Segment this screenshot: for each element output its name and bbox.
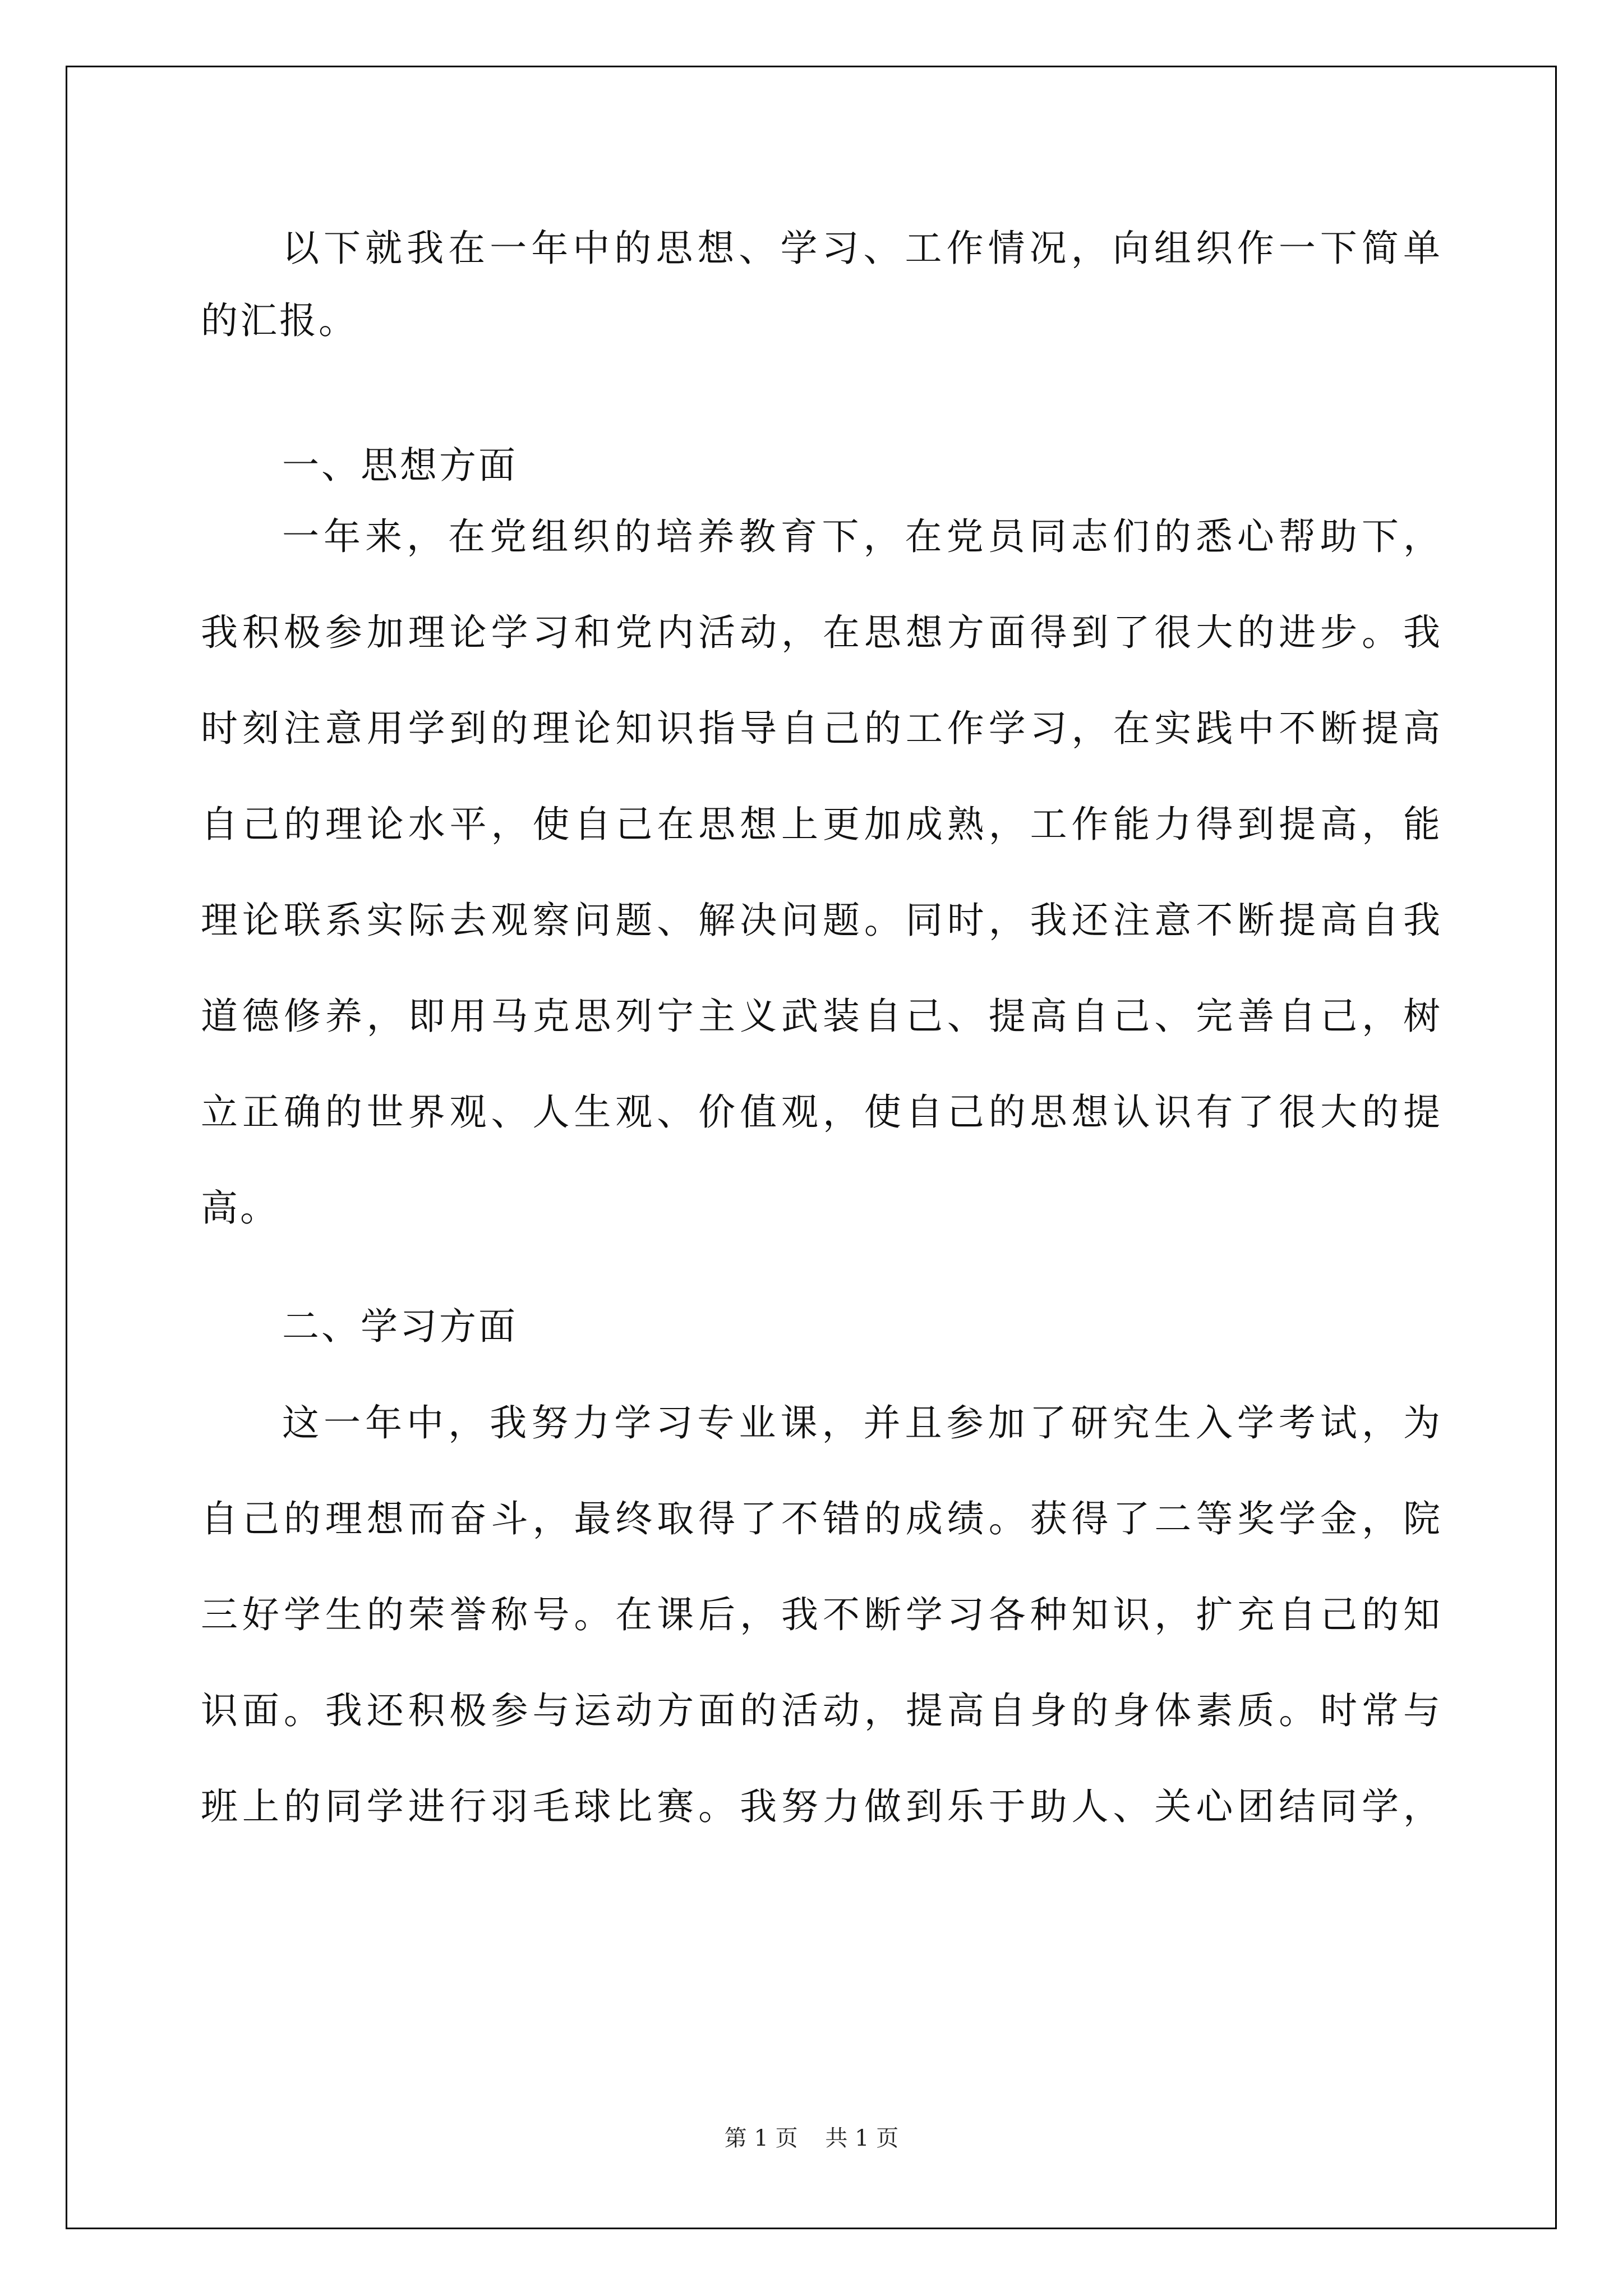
paragraph-line: 理论联系实际去观察问题、解决问题。同时，我还注意不断提高自我 — [201, 899, 1440, 942]
section-heading: 二、学习方面 — [282, 1305, 518, 1348]
paragraph-line: 立正确的世界观、人生观、价值观，使自己的思想认识有了很大的提 — [201, 1091, 1440, 1134]
paragraph-line: 我积极参加理论学习和党内活动，在思想方面得到了很大的进步。我 — [201, 611, 1440, 654]
paragraph-line: 识面。我还积极参与运动方面的活动，提高自身的身体素质。时常与 — [201, 1689, 1440, 1732]
paragraph-line: 时刻注意用学到的理论知识指导自己的工作学习，在实践中不断提高 — [201, 707, 1440, 750]
paragraph-line: 三好学生的荣誉称号。在课后，我不断学习各种知识，扩充自己的知 — [201, 1593, 1440, 1636]
paragraph-line: 的汇报。 — [201, 299, 358, 342]
page-footer — [0, 2124, 1623, 2152]
paragraph-line: 道德修养，即用马克思列宁主义武装自己、提高自己、完善自己，树 — [201, 995, 1440, 1038]
paragraph-line: 班上的同学进行羽毛球比赛。我努力做到乐于助人、关心团结同学， — [201, 1785, 1440, 1828]
paragraph-line: 自己的理论水平，使自己在思想上更加成熟，工作能力得到提高，能 — [201, 803, 1440, 846]
page-total: 共 1 页 — [825, 2125, 899, 2151]
paragraph-line: 以下就我在一年中的思想、学习、工作情况，向组织作一下简单 — [282, 227, 1440, 270]
paragraph-line: 一年来，在党组织的培养教育下，在党员同志们的悉心帮助下， — [282, 515, 1440, 558]
page-border — [66, 66, 1557, 2229]
page-number: 第 1 页 — [724, 2125, 798, 2151]
paragraph-line: 这一年中，我努力学习专业课，并且参加了研究生入学考试，为 — [282, 1401, 1440, 1444]
paragraph-line: 自己的理想而奋斗，最终取得了不错的成绩。获得了二等奖学金，院 — [201, 1497, 1440, 1540]
paragraph-line: 高。 — [201, 1186, 279, 1230]
section-heading: 一、思想方面 — [282, 444, 518, 487]
